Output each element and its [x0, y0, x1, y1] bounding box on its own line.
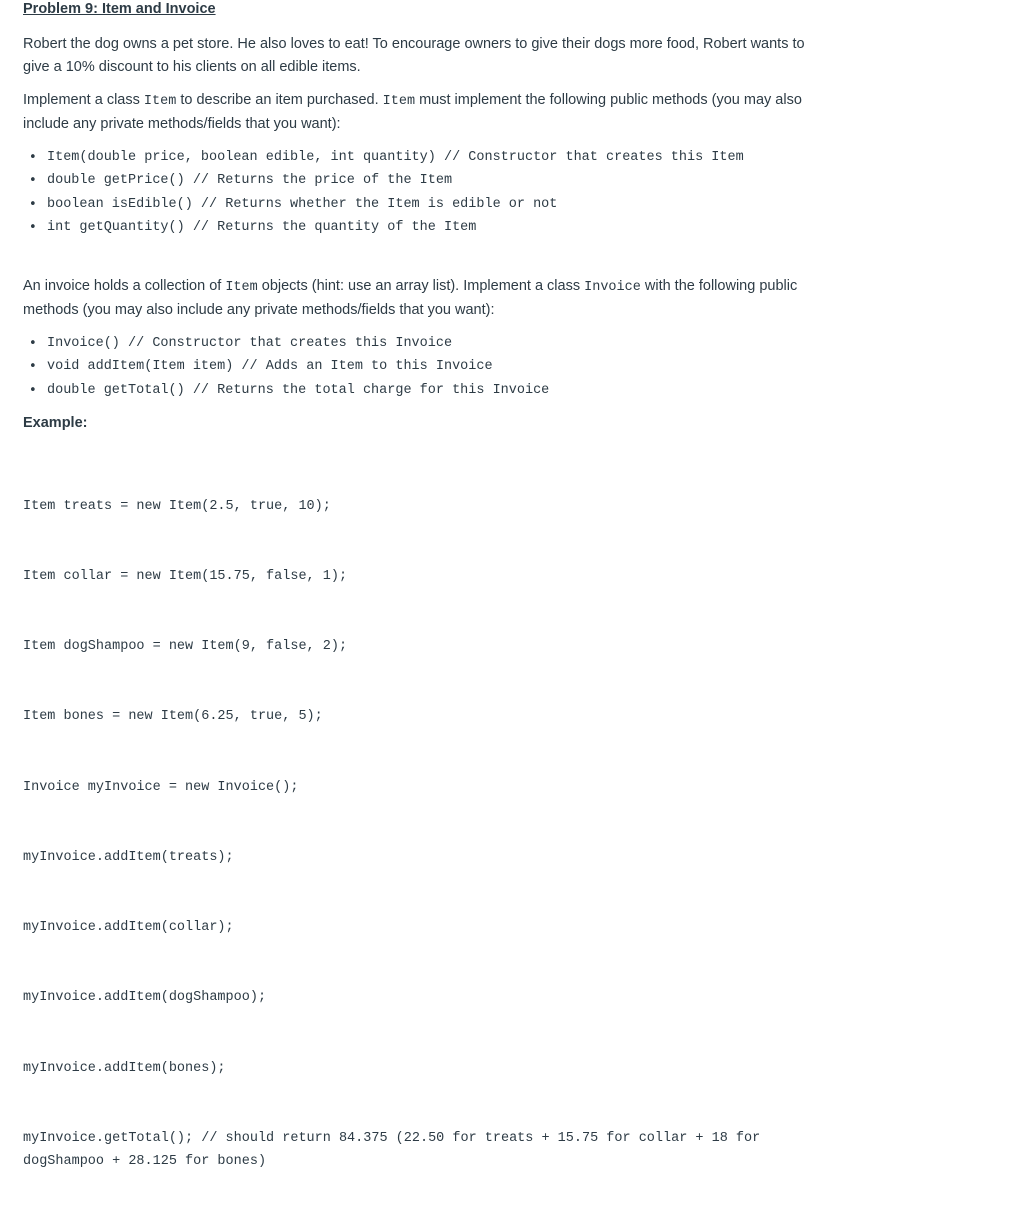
code-line: myInvoice.addItem(bones); — [23, 1060, 226, 1076]
item-method-getquantity: • int getQuantity() // Returns the quantity of the Item — [23, 216, 813, 239]
invoice-method-gettotal: • double getTotal() // Returns the total charge for this Invoice — [23, 379, 813, 402]
item-para-text-1: Implement a class — [23, 92, 144, 108]
code-line: Item dogShampoo = new Item(9, false, 2); — [23, 639, 348, 655]
item-class-code-2: Item — [382, 94, 416, 109]
item-description-paragraph — [23, 89, 813, 136]
invoice-item-code: Item — [225, 280, 258, 295]
code-line: Item bones = new Item(6.25, true, 5); — [23, 709, 323, 725]
invoice-method-additem: • void addItem(Item item) // Adds an Item to this Invoice — [23, 355, 813, 378]
code-line: myInvoice.addItem(dogShampoo); — [23, 990, 267, 1006]
invoice-method-constructor: • Invoice() // Constructor that creates this Invoice — [23, 332, 813, 355]
item-methods-list — [23, 146, 813, 239]
invoice-para-text-1: An invoice holds a collection of — [23, 278, 226, 294]
invoice-description-paragraph — [23, 275, 813, 322]
invoice-para-text-3: with the following public methods (you may also include any private methods/fields that you want): — [23, 278, 798, 318]
example-heading: Example: — [23, 415, 88, 431]
item-method-isedible: • boolean isEdible() // Returns whether the Item is edible or not — [23, 193, 813, 216]
item-para-text-3: must implement the following public methods (you may also include any private methods/fields that you want): — [23, 92, 802, 132]
code-line: myInvoice.addItem(treats); — [23, 849, 234, 865]
code-line: Item treats = new Item(2.5, true, 10); — [23, 498, 331, 514]
code-line: Invoice myInvoice = new Invoice(); — [23, 779, 299, 795]
item-method-getprice: • double getPrice() // Returns the price of the Item — [23, 169, 813, 192]
invoice-methods-list — [23, 332, 813, 402]
code-line: myInvoice.addItem(collar); — [23, 920, 234, 936]
code-line: myInvoice.getTotal(); // should return 84.375 (22.50 for treats + 15.75 for collar + 18 for dogShampoo + 28.125 for bones) — [23, 1130, 769, 1170]
item-class-code: Item — [143, 94, 177, 109]
intro-paragraph: Robert the dog owns a pet store. He also loves to eat! To encourage owners to give their dogs more food, Robert wants to give a 10% discount to his clients on all edible items. — [23, 36, 805, 75]
example-code-block — [23, 448, 823, 1220]
invoice-para-text-2: objects (hint: use an array list). Implement a class — [257, 278, 585, 294]
invoice-class-code: Invoice — [584, 280, 641, 295]
item-para-text-2: to describe an item purchased. — [176, 92, 383, 108]
problem-title[interactable]: Problem 9: Item and Invoice — [23, 1, 216, 17]
code-line: Item collar = new Item(15.75, false, 1); — [23, 569, 348, 585]
item-method-constructor: • Item(double price, boolean edible, int quantity) // Constructor that creates this Item — [23, 146, 813, 169]
